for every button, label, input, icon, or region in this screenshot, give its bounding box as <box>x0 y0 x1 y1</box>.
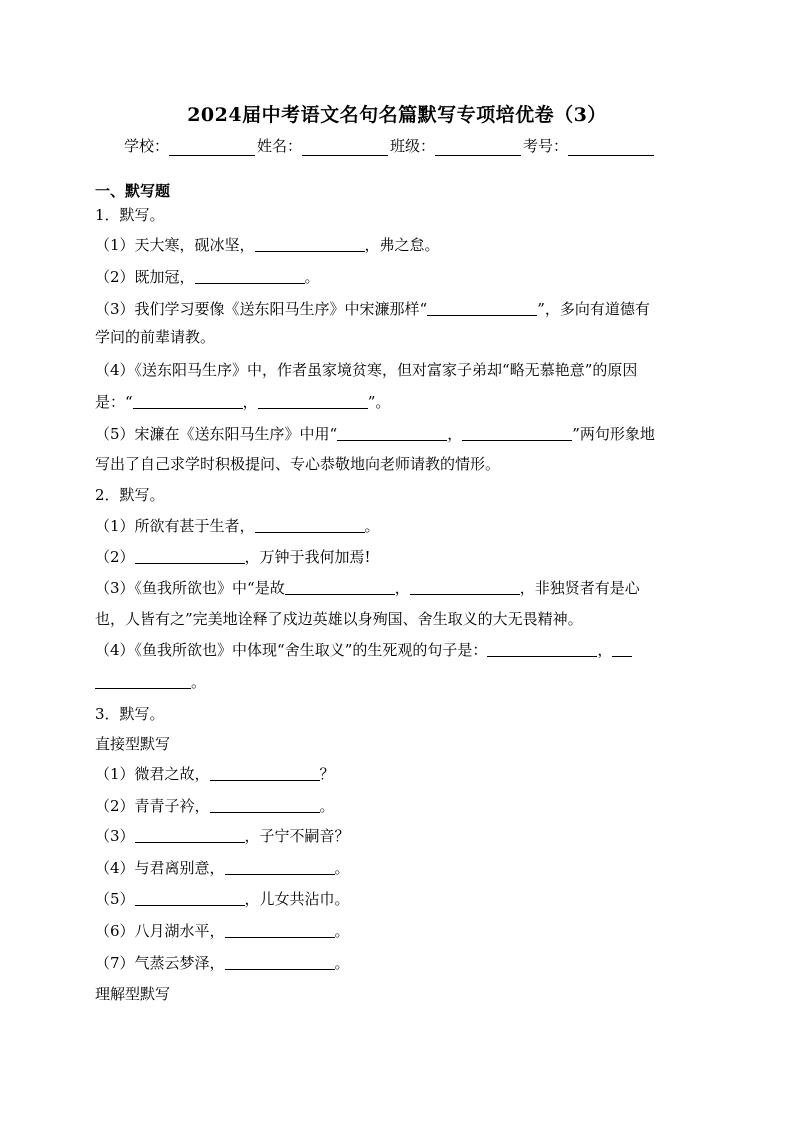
name-label: 姓名： <box>257 137 303 155</box>
question-1-item-3-cont: 学问的前辈请教。 <box>95 328 216 346</box>
question-3-item-2 <box>95 796 335 816</box>
question-2-item-1 <box>95 516 380 536</box>
question-1-item-2 <box>95 267 320 287</box>
exam-no-blank[interactable] <box>568 138 654 156</box>
q2-s4-text-c: 。 <box>191 673 207 691</box>
q3-s3-text-a: （3） <box>95 827 135 845</box>
question-3-subhead-comprehension: 理解型默写 <box>95 985 171 1003</box>
q2-s1-text-a: （1）所欲有甚于生者， <box>95 517 255 535</box>
school-blank[interactable] <box>169 138 255 156</box>
answer-blank[interactable] <box>258 392 368 409</box>
question-3-item-6 <box>95 921 350 941</box>
question-2-item-3-cont: 也，人皆有之”完美地诠释了戍边英雄以身殉国、舍生取义的大无畏精神。 <box>95 610 583 628</box>
q2-s4-text-a: （4）《鱼我所欲也》中体现“舍生取义”的生死观的句子是： <box>95 641 488 659</box>
answer-blank[interactable] <box>612 640 632 657</box>
q3-s3-text-b: ，子宁不嗣音？ <box>244 827 350 845</box>
q1-s3-text-a: （3）我们学习要像《送东阳马生序》中宋濂那样“ <box>95 300 428 318</box>
q1-s3-text-b: ”，多向有道德有 <box>537 300 650 318</box>
name-blank[interactable] <box>302 138 388 156</box>
student-info-row <box>124 135 656 156</box>
answer-blank[interactable] <box>195 267 305 284</box>
answer-blank[interactable] <box>225 953 335 970</box>
q1-s4-text-b: 是：“ <box>95 393 133 411</box>
q3-s1-text-b: ？ <box>319 765 335 783</box>
answer-blank[interactable] <box>337 424 447 441</box>
question-2-item-4 <box>95 640 632 660</box>
q2-s4-text-b: ， <box>597 641 613 659</box>
answer-blank[interactable] <box>285 578 395 595</box>
question-1-item-3 <box>95 299 650 319</box>
question-1-item-4-cont <box>95 392 390 412</box>
q1-s5-text-c: ”两句形象地 <box>572 425 655 443</box>
q3-s6-text-b: 。 <box>334 922 350 940</box>
question-3-head: 3．默写。 <box>95 705 165 723</box>
question-2-item-4-cont <box>95 672 206 692</box>
question-1-item-5-cont: 写出了自己求学时积极提问、专心恭敬地向老师请教的情形。 <box>95 455 501 473</box>
answer-blank[interactable] <box>210 764 320 781</box>
q1-s5-text-a: （5）宋濂在《送东阳马生序》中用“ <box>95 425 338 443</box>
question-2-item-2 <box>95 547 371 567</box>
q3-s6-text-a: （6）八月湖水平， <box>95 922 225 940</box>
answer-blank[interactable] <box>135 547 245 564</box>
q3-s7-text-a: （7）气蒸云梦泽， <box>95 954 225 972</box>
answer-blank[interactable] <box>255 516 365 533</box>
q1-s2-text-b: 。 <box>304 268 320 286</box>
answer-blank[interactable] <box>95 672 191 689</box>
q3-s7-text-b: 。 <box>334 954 350 972</box>
q3-s2-text-a: （2）青青子衿， <box>95 797 210 815</box>
question-1-item-5 <box>95 424 655 444</box>
answer-blank[interactable] <box>133 392 243 409</box>
q1-s4-text-c: ， <box>242 393 258 411</box>
q1-s4-text-d: ”。 <box>367 393 391 411</box>
q3-s4-text-a: （4）与君离别意， <box>95 859 225 877</box>
page-title: 2024届中考语文名句名篇默写专项培优卷（3） <box>187 104 607 126</box>
q1-s5-text-b: ， <box>447 425 463 443</box>
question-2-item-3 <box>95 578 640 598</box>
question-3-subhead-direct: 直接型默写 <box>95 735 171 753</box>
q3-s2-text-b: 。 <box>319 797 335 815</box>
q2-s1-text-b: 。 <box>364 517 380 535</box>
exam-no-label: 考号： <box>523 137 569 155</box>
answer-blank[interactable] <box>225 858 335 875</box>
q1-s1-text-b: ，弗之怠。 <box>364 236 440 254</box>
q3-s1-text-a: （1）微君之故， <box>95 765 210 783</box>
question-1-head: 1．默写。 <box>95 206 165 224</box>
answer-blank[interactable] <box>427 299 537 316</box>
answer-blank[interactable] <box>135 889 245 906</box>
q2-s2-text-b: ，万钟于我何加焉! <box>244 548 371 566</box>
question-3-item-3 <box>95 826 350 846</box>
q2-s3-text-a: （3）《鱼我所欲也》中“是故 <box>95 579 285 597</box>
answer-blank[interactable] <box>255 235 365 252</box>
answer-blank[interactable] <box>410 578 520 595</box>
q2-s2-text-a: （2） <box>95 548 135 566</box>
q3-s5-text-b: ，儿女共沾巾。 <box>244 890 350 908</box>
question-3-item-4 <box>95 858 350 878</box>
answer-blank[interactable] <box>135 826 245 843</box>
question-3-item-7 <box>95 953 350 973</box>
question-1-item-1 <box>95 235 440 255</box>
question-3-item-5 <box>95 889 350 909</box>
q3-s5-text-a: （5） <box>95 890 135 908</box>
section-heading: 一、默写题 <box>95 182 171 200</box>
q1-s1-text-a: （1）天大寒，砚冰坚， <box>95 236 255 254</box>
q2-s3-text-b: ， <box>394 579 410 597</box>
q2-s3-text-c: ，非独贤者有是心 <box>519 579 640 597</box>
answer-blank[interactable] <box>225 921 335 938</box>
q1-s2-text-a: （2）既加冠， <box>95 268 195 286</box>
q3-s4-text-b: 。 <box>334 859 350 877</box>
school-label: 学校： <box>124 137 170 155</box>
class-label: 班级： <box>390 137 436 155</box>
question-3-item-1 <box>95 764 335 784</box>
answer-blank[interactable] <box>462 424 572 441</box>
class-blank[interactable] <box>435 138 521 156</box>
answer-blank[interactable] <box>210 796 320 813</box>
question-1-item-4: （4）《送东阳马生序》中，作者虽家境贫寒，但对富家子弟却“略无慕艳意”的原因 <box>95 361 638 379</box>
answer-blank[interactable] <box>487 640 597 657</box>
question-2-head: 2．默写。 <box>95 486 165 504</box>
